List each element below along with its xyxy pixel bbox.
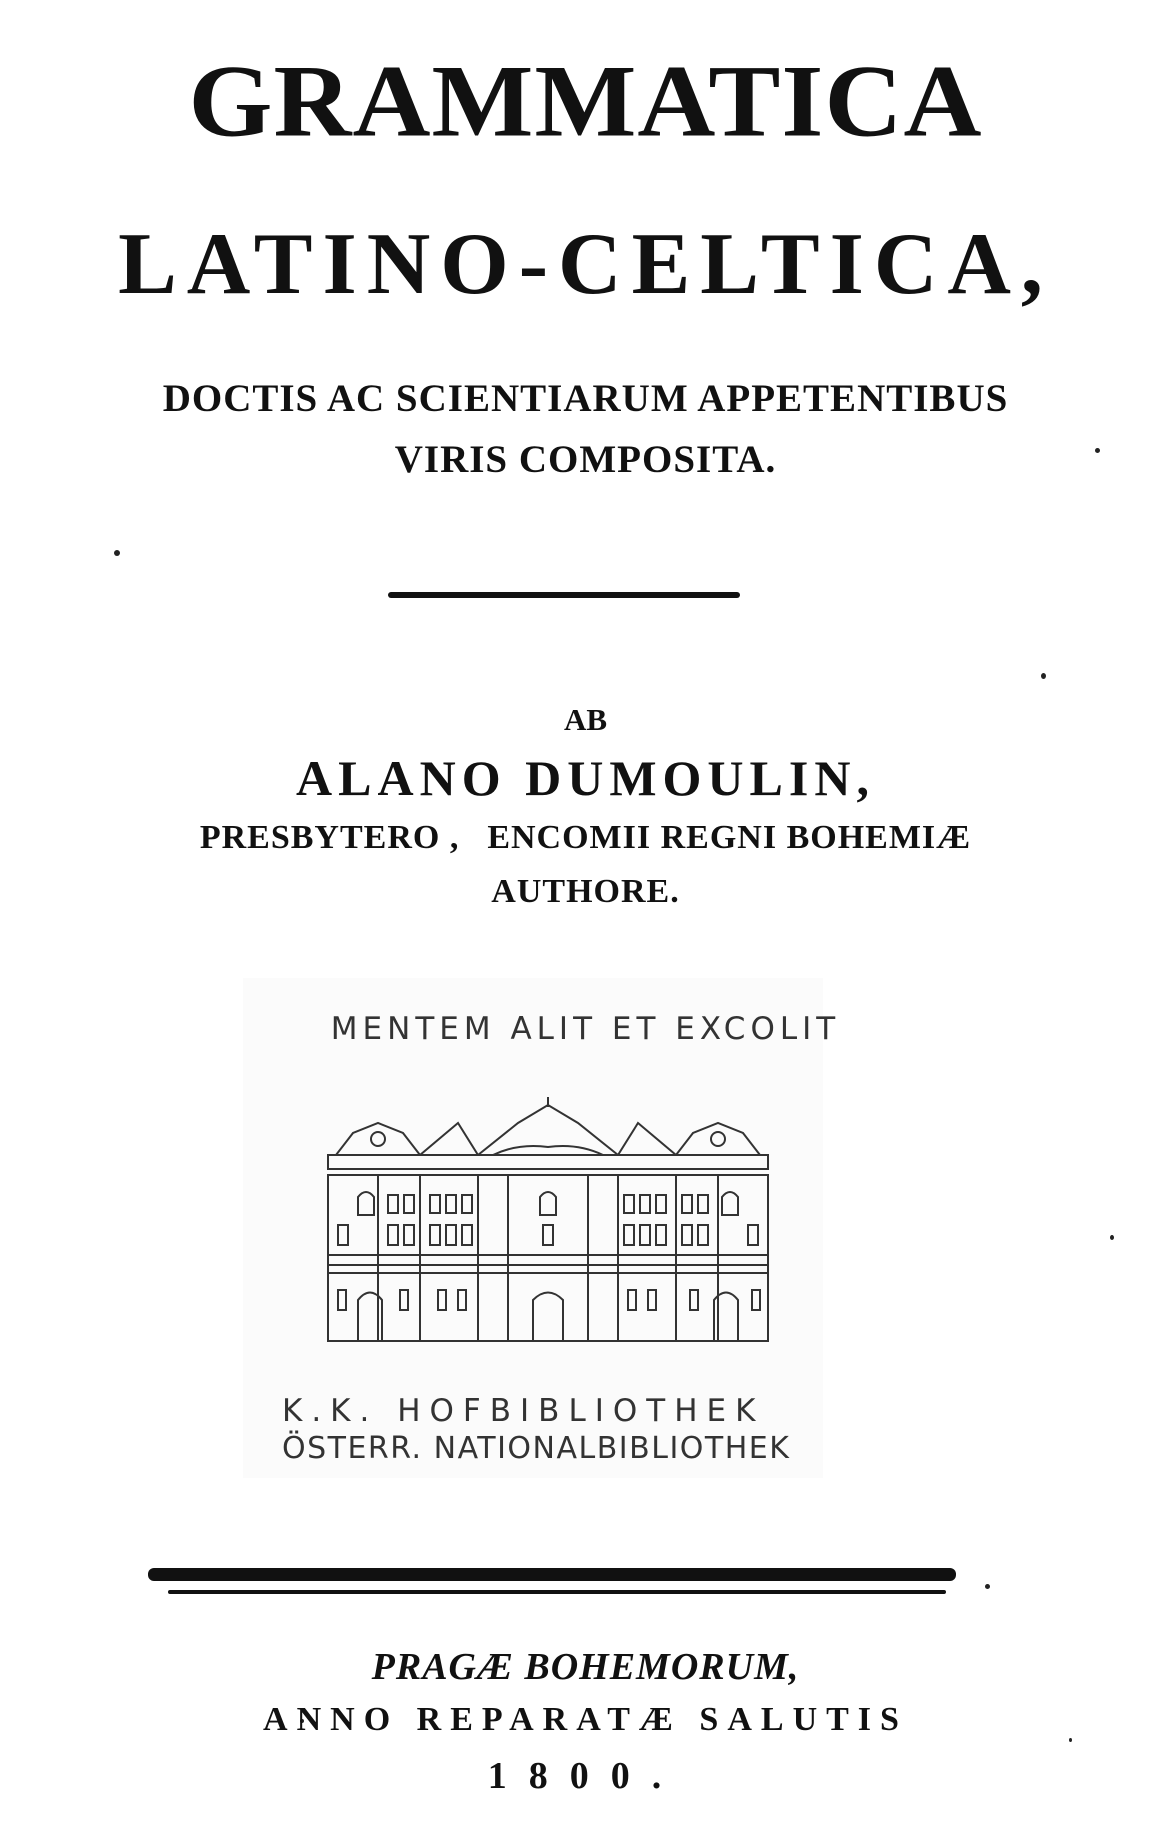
author-description-line1 bbox=[0, 818, 1171, 858]
library-building-icon bbox=[318, 1095, 778, 1345]
author-description-line2: AUTHORE. bbox=[491, 873, 680, 910]
author-role: PRESBYTERO , bbox=[199, 819, 460, 856]
scan-speck bbox=[1041, 673, 1046, 679]
imprint-year-phrase: ANNO REPARATÆ SALUTIS bbox=[263, 1701, 908, 1738]
author-preposition: AB bbox=[563, 702, 608, 737]
scan-speck bbox=[1110, 1235, 1114, 1240]
subtitle-line2: VIRIS COMPOSITA. bbox=[394, 438, 777, 481]
author-name: ALANO DUMOULIN, bbox=[296, 750, 875, 806]
imprint-year: 1800. bbox=[487, 1755, 684, 1797]
thin-divider-rule bbox=[168, 1590, 946, 1594]
library-name-line1: K.K. HOFBIBLIOTHEK bbox=[282, 1393, 765, 1429]
divider-rule bbox=[388, 592, 740, 598]
imprint-place: PRAGÆ BOHEMORUM, bbox=[371, 1646, 800, 1688]
author-work: ENCOMII REGNI BOHEMIÆ bbox=[487, 819, 972, 856]
thick-divider-rule bbox=[148, 1568, 956, 1581]
library-motto: MENTEM ALIT ET EXCOLIT bbox=[330, 1011, 841, 1047]
library-name-line2: ÖSTERR. NATIONALBIBLIOTHEK bbox=[282, 1431, 791, 1466]
book-title-line1: GRAMMATICA bbox=[188, 45, 983, 159]
scan-speck bbox=[985, 1584, 990, 1589]
subtitle-line1: DOCTIS AC SCIENTIARUM APPETENTIBUS bbox=[162, 377, 1009, 420]
scan-speck bbox=[114, 550, 120, 556]
book-title-line2: LATINO-CELTICA, bbox=[118, 216, 1053, 313]
